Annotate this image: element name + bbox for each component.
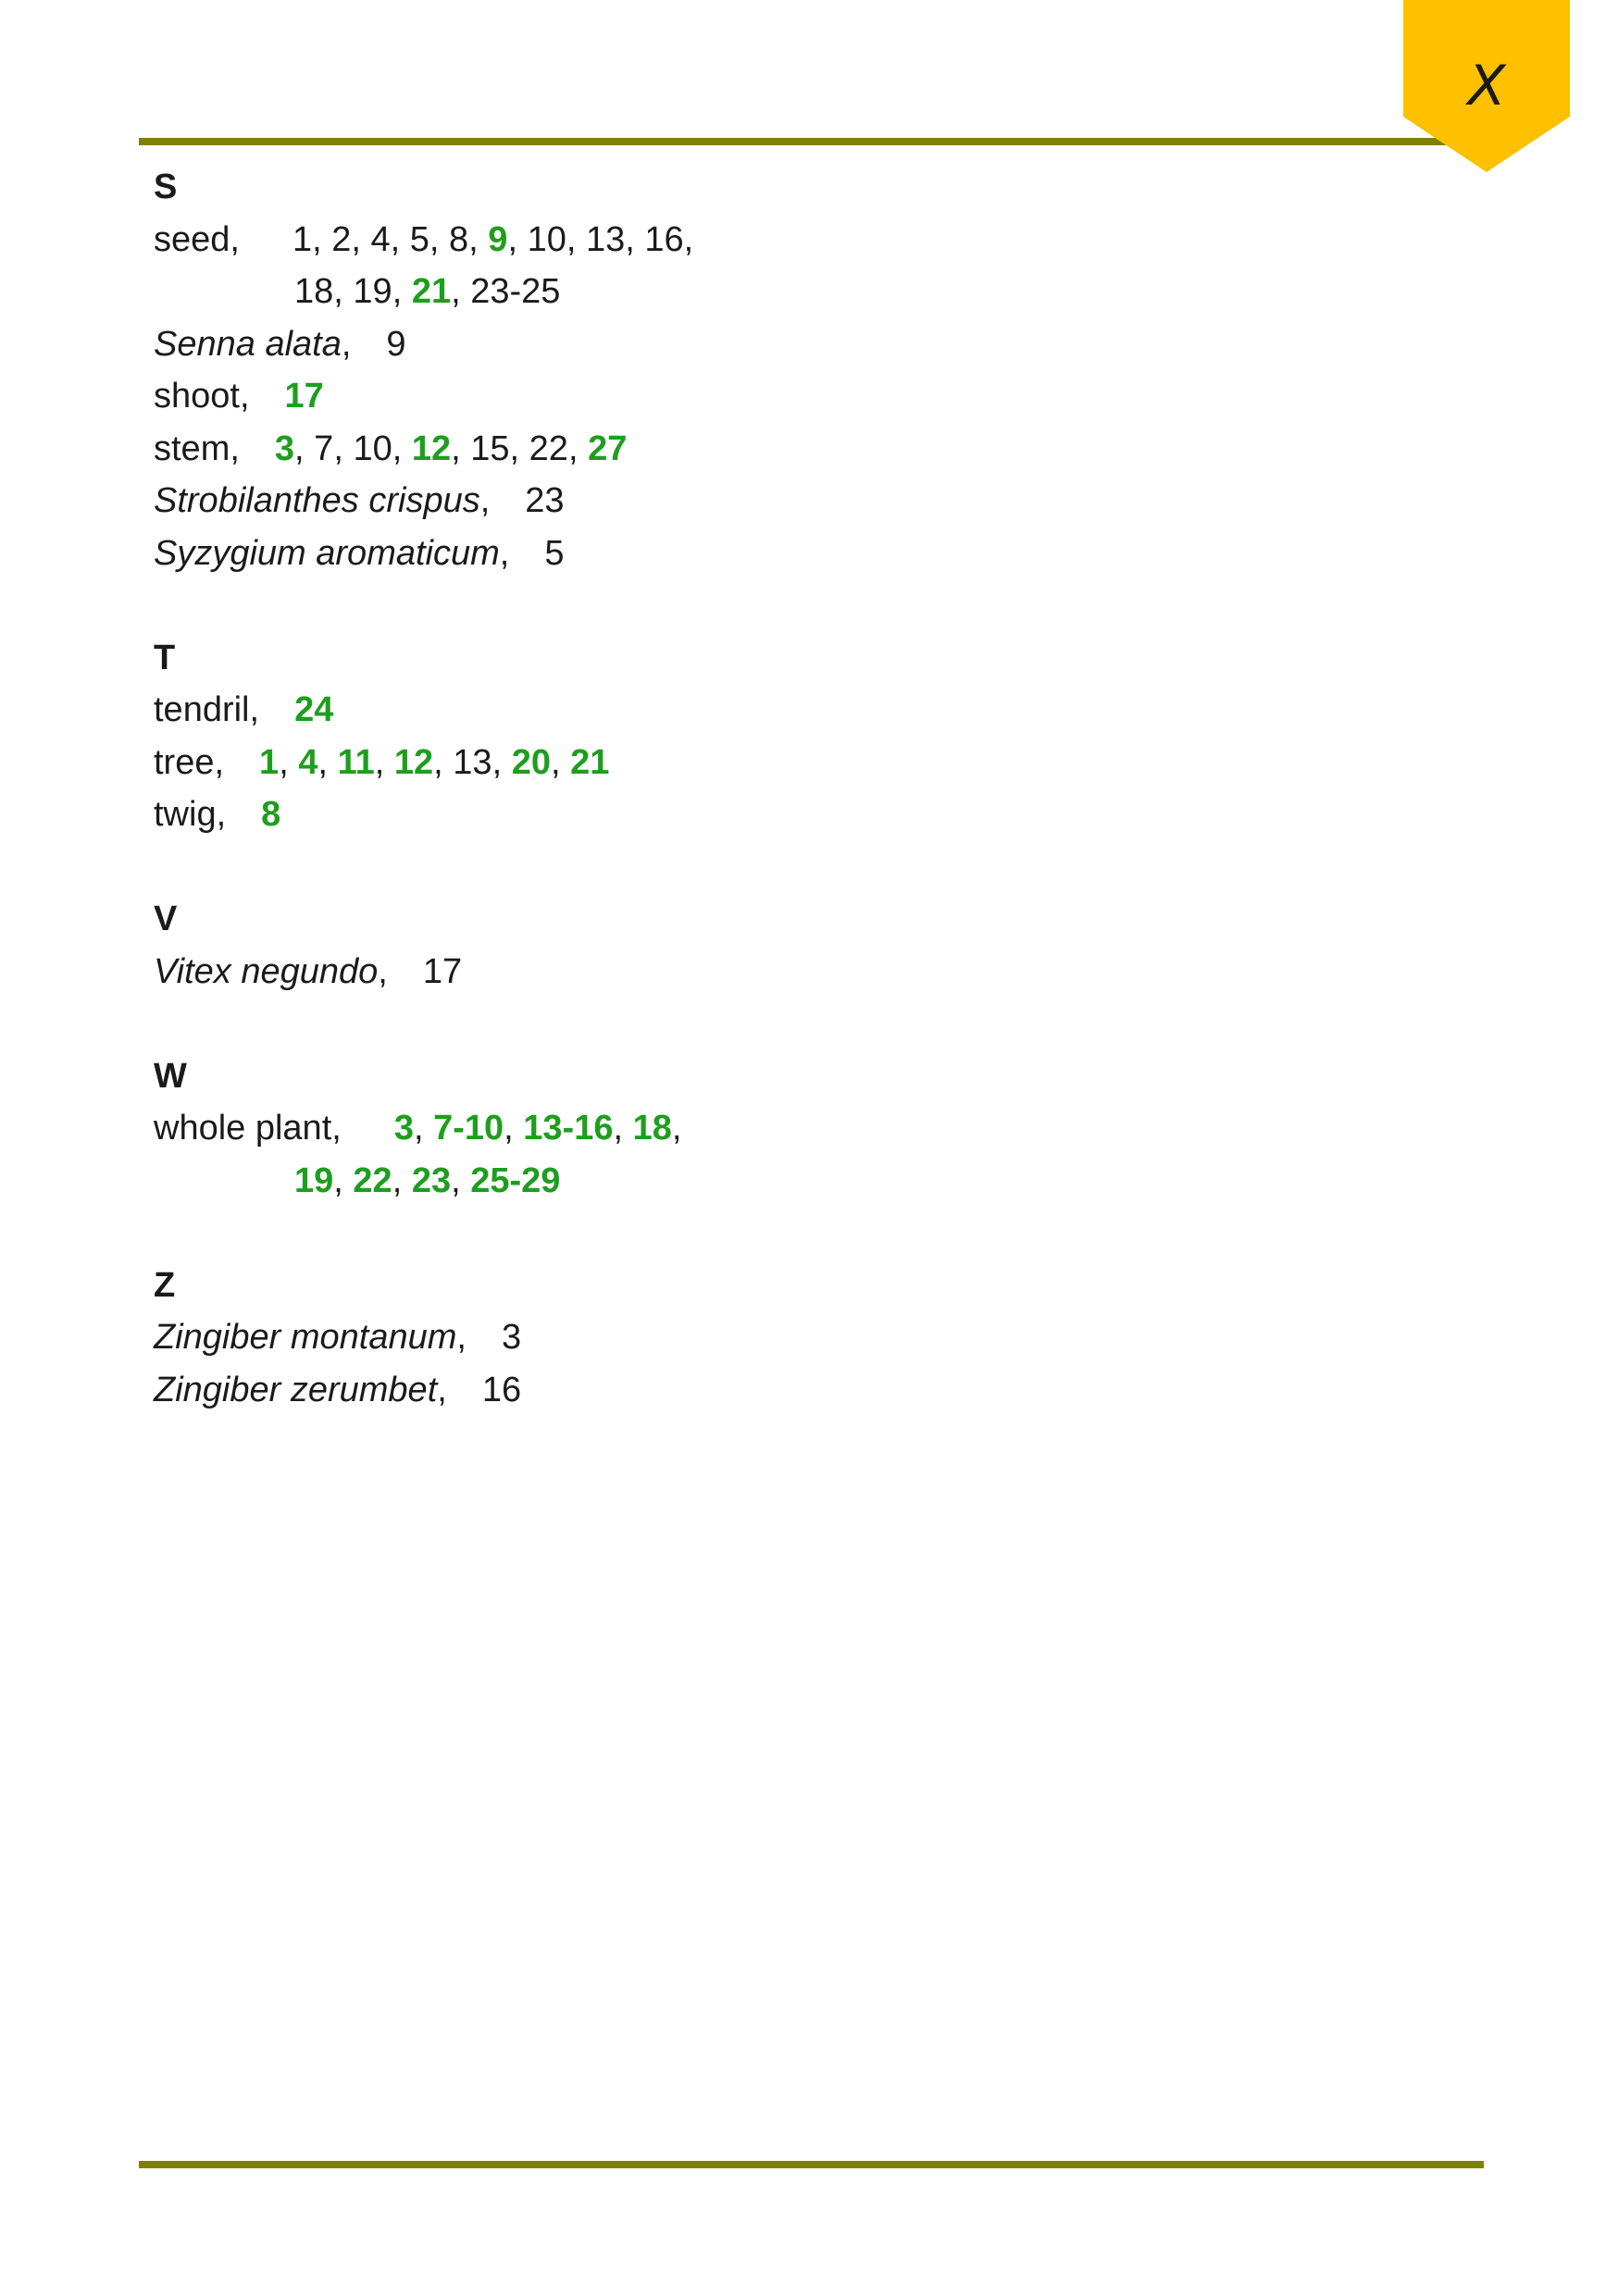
page-ref-highlight: 19 [294, 1160, 334, 1200]
page-ref-highlight: 11 [337, 742, 375, 782]
page-ref-highlight: 9 [488, 219, 508, 259]
index-term: whole plant, [154, 1109, 342, 1148]
top-rule [139, 138, 1451, 145]
page-ref: 23 [525, 481, 565, 520]
page-ref: 19 [353, 272, 392, 311]
page-ref: 5 [544, 533, 565, 573]
page-ref-highlight: 12 [393, 742, 434, 782]
page-ref-highlight: 20 [511, 742, 551, 782]
index-term: Zingiber montanum [154, 1318, 457, 1357]
page-ref-highlight: 21 [411, 272, 452, 311]
page-ref: 13 [453, 742, 492, 782]
page-ref-highlight: 23 [411, 1160, 452, 1200]
page-ref-highlight: 8 [261, 795, 281, 834]
page-ref: 2 [331, 219, 352, 259]
section-letter: W [154, 1056, 187, 1096]
index-entry: tree, 1, 4, 11, 12, 13, 20, 21 [154, 737, 693, 789]
page-ref: 1 [292, 219, 313, 259]
index-entry: Syzygium aromaticum, 5 [154, 527, 693, 580]
page-ref-highlight: 3 [393, 1109, 414, 1148]
page-ref-highlight: 17 [284, 377, 324, 416]
page-ref: 16 [644, 219, 684, 259]
index-term: shoot, [154, 377, 250, 416]
index-term: seed, [154, 219, 240, 259]
index-section [154, 1050, 693, 1208]
index-section [154, 632, 693, 841]
page-ref: 7 [314, 428, 334, 468]
bottom-rule [139, 2161, 1484, 2168]
page-ref: 3 [501, 1318, 522, 1357]
page-ref-highlight: 4 [298, 742, 318, 782]
index-entry: Zingiber zerumbet, 16 [154, 1364, 693, 1417]
index-term: twig, [154, 795, 227, 834]
page-ref: 22 [529, 428, 568, 468]
page-ref: 4 [370, 219, 391, 259]
index-term: Strobilanthes crispus [154, 481, 480, 520]
page-ref: 8 [449, 219, 469, 259]
page-ref-highlight: 12 [411, 428, 452, 468]
section-letter: Z [154, 1265, 176, 1305]
index-entry: Strobilanthes crispus, 23 [154, 475, 693, 527]
page-ref: 9 [386, 324, 406, 364]
index-term: Vitex negundo [154, 951, 379, 991]
page-ref: 18 [294, 272, 334, 311]
page-ref-highlight: 13-16 [523, 1109, 614, 1148]
index-term: Zingiber zerumbet [154, 1370, 438, 1409]
page-ref: 10 [527, 219, 566, 259]
index-entry-continuation: 19, 22, 23, 25-29 [294, 1160, 561, 1200]
index-list [154, 161, 693, 1469]
page-ref: 15 [470, 428, 510, 468]
page-ref-highlight: 3 [274, 428, 295, 468]
page-ref-highlight: 27 [588, 428, 628, 468]
page-tab [1403, 0, 1570, 172]
index-section [154, 893, 693, 998]
page-ref-highlight: 24 [294, 690, 334, 729]
index-entry: stem, 3, 7, 10, 12, 15, 22, 27 [154, 423, 693, 476]
page-ref: 10 [353, 428, 392, 468]
page-ref: 13 [585, 219, 626, 259]
page-ref: 16 [481, 1370, 522, 1409]
section-letter: V [154, 900, 178, 938]
page-label: X [1467, 54, 1506, 118]
index-term: Senna alata [154, 324, 342, 364]
page-ref: 17 [422, 951, 463, 991]
index-term: tree, [154, 742, 225, 782]
index-term: tendril, [154, 690, 260, 729]
page-ref-highlight: 1 [259, 742, 280, 782]
section-letter: T [154, 638, 176, 677]
index-section [154, 1260, 693, 1417]
page-ref-highlight: 25-29 [470, 1160, 561, 1200]
page-ref-highlight: 7-10 [433, 1109, 504, 1148]
index-entry-continuation: 18, 19, 21, 23-25 [294, 272, 561, 311]
index-entry: Senna alata, 9 [154, 318, 693, 371]
index-entry: Vitex negundo, 17 [154, 946, 693, 999]
index-entry: seed, 1, 2, 4, 5, 8, 9, 10, 13, 16, [154, 214, 693, 267]
index-term: stem, [154, 428, 240, 468]
page-ref-highlight: 21 [570, 742, 610, 782]
index-entry [154, 788, 693, 841]
section-letter: S [154, 168, 178, 206]
page-ref: 5 [409, 219, 429, 259]
index-entry: Zingiber montanum, 3 [154, 1311, 693, 1364]
index-entry [154, 684, 693, 737]
page-ref: 23-25 [470, 272, 561, 311]
index-section [154, 161, 693, 579]
index-entry: whole plant, 3, 7-10, 13-16, 18, [154, 1102, 693, 1155]
index-entry [154, 370, 693, 423]
page-ref-highlight: 18 [632, 1109, 672, 1148]
index-term: Syzygium aromaticum [154, 533, 500, 573]
page-ref-highlight: 22 [353, 1160, 392, 1200]
